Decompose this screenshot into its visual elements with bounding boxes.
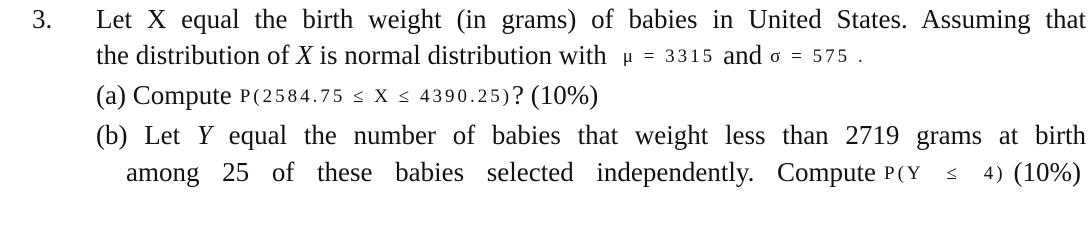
part-b-points: (10%) [1013,157,1082,187]
variable-x: X [296,40,313,70]
sigma-expression: σ = 575 . [770,46,866,67]
problem-statement-line-2 [96,38,866,74]
part-a [96,78,598,114]
mu-expression: μ = 3315 [622,46,716,67]
part-b-prefix: (b) Let [96,120,197,150]
part-a-probability-expression: P(2584.75 ≤ X ≤ 4390.25) [239,86,513,107]
statement-text-2-mid: is normal distribution with [312,40,607,70]
part-a-label: (a) Compute [96,80,232,110]
and-word: and [723,40,763,70]
part-b-line-2 [126,155,1081,191]
part-b-text-2: among 25 of these babies selected independently. Compute [126,157,877,187]
statement-text-2-prefix: the distribution of [96,40,297,70]
problem-statement-line-1 [96,2,1086,36]
part-b-line-1 [96,118,1086,152]
part-b-text-1: equal the number of babies that weight less than 2719 grams at birth [211,120,1086,150]
part-a-points: ? (10%) [512,80,599,110]
part-b-probability-expression: P(Y ≤ 4) [884,163,1006,184]
problem-number: 3. [32,4,53,34]
variable-y: Y [196,120,212,150]
statement-text-1: Let X equal the birth weight (in grams) of babies in United States. Assuming that [96,4,1086,34]
